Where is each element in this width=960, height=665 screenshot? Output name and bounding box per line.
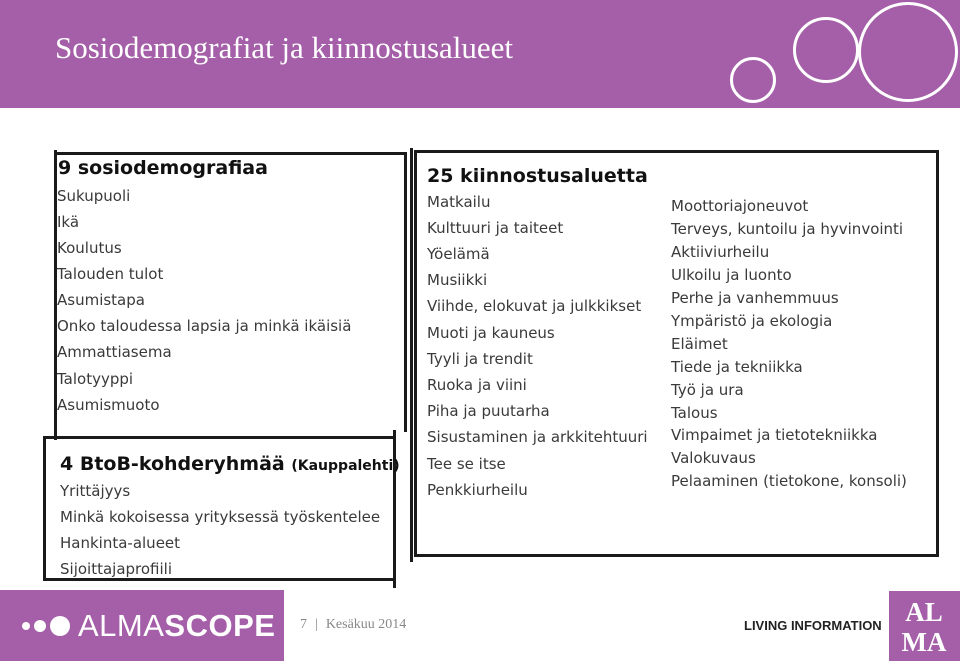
interest-item: Tyyli ja trendit bbox=[427, 350, 533, 368]
interests-heading: 25 kiinnostusaluetta bbox=[427, 165, 648, 187]
interest-item: Talous bbox=[671, 404, 718, 422]
sosio-item: Asumismuoto bbox=[57, 396, 160, 414]
interest-item: Piha ja puutarha bbox=[427, 402, 550, 420]
header-banner bbox=[0, 0, 960, 108]
interest-item: Sisustaminen ja arkkitehtuuri bbox=[427, 428, 648, 446]
interest-item: Aktiiviurheilu bbox=[671, 243, 770, 261]
brand-bold-text: SCOPE bbox=[164, 608, 276, 643]
interest-item: Ruoka ja viini bbox=[427, 376, 527, 394]
interest-item: Pelaaminen (tietokone, konsoli) bbox=[671, 472, 907, 490]
sosio-item: Talotyyppi bbox=[57, 370, 134, 388]
interest-item: Vimpaimet ja tietotekniikka bbox=[671, 426, 878, 444]
interest-item: Ympäristö ja ekologia bbox=[671, 312, 833, 330]
interest-item: Eläimet bbox=[671, 335, 728, 353]
btob-item: Sijoittajaprofiili bbox=[60, 560, 173, 578]
decor-circle-large bbox=[858, 2, 958, 102]
page-separator: | bbox=[315, 617, 318, 632]
alma-logo bbox=[889, 591, 960, 661]
page-number: 7 bbox=[300, 617, 307, 632]
interest-item: Kulttuuri ja taiteet bbox=[427, 219, 564, 237]
interest-item: Ulkoilu ja luonto bbox=[671, 266, 792, 284]
interest-item: Valokuvaus bbox=[671, 449, 756, 467]
btob-item: Minkä kokoisessa yrityksessä työskentelee bbox=[60, 508, 381, 526]
alma-logo-line1: AL bbox=[905, 597, 943, 627]
interest-item: Musiikki bbox=[427, 271, 488, 289]
btob-subheading: (Kauppalehti) bbox=[291, 458, 400, 474]
btob-item: Yrittäjyys bbox=[60, 482, 131, 500]
interest-item: Matkailu bbox=[427, 193, 491, 211]
sosio-item: Talouden tulot bbox=[57, 265, 164, 283]
interest-item: Penkkiurheilu bbox=[427, 481, 528, 499]
btob-heading bbox=[60, 453, 400, 475]
sosio-item: Ikä bbox=[57, 213, 80, 231]
interest-item: Viihde, elokuvat ja julkkikset bbox=[427, 297, 642, 315]
interest-item: Tee se itse bbox=[427, 455, 506, 473]
tagline: LIVING INFORMATION bbox=[744, 618, 882, 633]
page-title: Sosiodemografiat ja kiinnostusalueet bbox=[55, 30, 514, 65]
sosio-item: Sukupuoli bbox=[57, 187, 131, 205]
interest-item: Yöelämä bbox=[427, 245, 490, 263]
alma-logo-line2: MA bbox=[901, 627, 947, 657]
footer bbox=[0, 590, 960, 661]
page-date: Kesäkuu 2014 bbox=[325, 617, 407, 632]
interest-item: Muoti ja kauneus bbox=[427, 324, 555, 342]
alma-logo-icon bbox=[889, 591, 960, 661]
sosio-item: Asumistapa bbox=[57, 291, 145, 309]
interest-item: Moottoriajoneuvot bbox=[671, 197, 809, 215]
decor-circle-medium bbox=[793, 17, 859, 83]
page-info bbox=[300, 617, 406, 633]
btob-heading-text: 4 BtoB-kohderyhmää bbox=[60, 453, 285, 475]
interest-item: Terveys, kuntoilu ja hyvinvointi bbox=[671, 220, 904, 238]
almascope-logo-text bbox=[78, 608, 275, 644]
interests-box-left-edge bbox=[410, 148, 413, 562]
decor-circle-small bbox=[730, 57, 776, 103]
sosio-heading: 9 sosiodemografiaa bbox=[58, 157, 268, 179]
interest-item: Työ ja ura bbox=[671, 381, 744, 399]
btob-item: Hankinta-alueet bbox=[60, 534, 181, 552]
brand-light-text: ALMA bbox=[78, 608, 165, 643]
almascope-dots-icon bbox=[20, 614, 80, 638]
almascope-brand-bar bbox=[0, 590, 284, 661]
interest-item: Tiede ja tekniikka bbox=[671, 358, 803, 376]
sosio-item: Koulutus bbox=[57, 239, 122, 257]
sosio-item: Ammattiasema bbox=[57, 343, 172, 361]
sosio-item: Onko taloudessa lapsia ja minkä ikäisiä bbox=[57, 317, 352, 335]
interest-item: Perhe ja vanhemmuus bbox=[671, 289, 839, 307]
